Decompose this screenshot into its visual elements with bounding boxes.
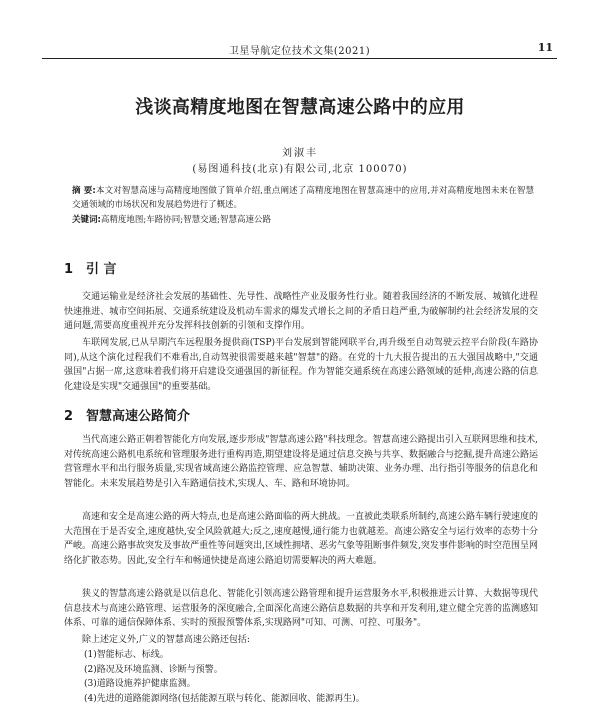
paragraph: 当代高速公路正朝着智能化方向发展,逐步形成"智慧高速公路"科技理念。智慧高速公路提出引入互联网思维和技术,对传统高速公路机电系统和管理服务进行重构再造,期望建设将是通过信息交换与共享、数据融合与挖掘,提升高速公路运营管理水平和出行服务质量,实现省域高速公路监控管理、应急智慧、辅助决策、业务办理、出行指引等服务的信息化和智能化。未来发展趋势是引入车路通信技术,实现人、车、路和环境协同。	[64, 435, 538, 489]
feature-list	[64, 648, 538, 706]
abstract	[72, 184, 534, 212]
keywords	[72, 213, 534, 227]
journal-title: 卫星导航定位技术文集(2021)	[228, 46, 371, 57]
section-number: 1	[64, 262, 74, 277]
affiliation: (易图通科技(北京)有限公司,北京 100070)	[192, 164, 408, 175]
page-number: 11	[537, 41, 553, 54]
abstract-text: 本文对智慧高速与高精度地图做了简单介绍,重点阐述了高精度地图在智慧高速中的应用,并对高精度地图未来在智慧交通领域的市场状况和发展趋势进行了概述。	[72, 186, 534, 210]
section-title: 引 言	[86, 262, 117, 277]
paragraph: 高速和安全是高速公路的两大特点,也是高速公路面临的两大挑战。一直被此类联系所制约,高速公路车辆行驶速度的大范围在于是否安全,速度越快,安全风险就越大;反之,速度越慢,通行能力也就越差。高速公路安全与运行效率的态势十分严峻。高速公路事故突发及事故严重性等问题突出,区域性拥堵、恶劣气象等阻断事件频发,突发事件影响的时空范围呈网络化扩散态势。因此,安全行车和畅通快捷是高速公路追切需要解决的两大难题。	[64, 512, 538, 566]
section-number: 2	[64, 409, 74, 424]
section-heading-1	[64, 258, 117, 277]
list-item: (2)路况及环境监测、诊断与预警。	[84, 664, 223, 675]
keywords-text: 高精度地图;车路协同;智慧交通;智慧高速公路	[100, 215, 271, 225]
paragraph: 除上述定义外,广义的智慧高速公路还包括:	[82, 635, 250, 645]
list-item: (1)智能标志、标线。	[84, 650, 169, 660]
section-heading-2	[64, 405, 190, 424]
running-header	[42, 40, 557, 59]
paragraph: 车联网发展,已从早期汽车远程服务提供商(TSP)平台发展到智能网联平台,再升级至自动驾驶云控平台阶段(车路协同),从这个演化过程我们不难看出,自动驾驶很需要越来越"智慧"的路。在党的十九大报告提出的五大强国战略中,"交通强国"占据一席,这意味着我们将开启建设交通强国的新征程。作为智能交通系统在高速公路领域的延伸,高速公路的信息化建设是实现"交通强国"的重要基础。	[64, 338, 538, 392]
list-item: (3)道路设施养护健康监测。	[84, 679, 196, 690]
paper-title: 浅谈高精度地图在智慧高速公路中的应用	[135, 97, 465, 118]
keywords-label: 关键词:	[72, 215, 101, 225]
section-title: 智慧高速公路简介	[86, 409, 191, 424]
abstract-label: 摘 要:	[72, 186, 96, 196]
list-item: (4)先进的道路能源网络(包括能源互联与转化、能源回收、能源再生)。	[84, 693, 365, 704]
paragraph: 狭义的智慧高速公路就是以信息化、智能化引领高速公路管理和提升运营服务水平,积极推进云计算、大数据等现代信息技术与高速公路管理、运营服务的深度融合,全面深化高速公路信息数据的共享和开发利用,建立健全完善的监测感知体系、可靠的通信保障体系、实时的预报预警体系,实现路网"可知、可测、可控、可服务"。	[64, 589, 538, 629]
author: 刘淑丰	[282, 148, 318, 159]
paragraph: 交通运输业是经济社会发展的基础性、先导性、战略性产业及服务性行业。随着我国经济的不断发展、城镇化进程快速推进、城市空间拓展、交通系统建设及机动车需求的爆发式增长之间的矛盾日趋严重,为破解制约社会经济发展的交通问题,需要高度重视并充分发挥科技创新的引领和支撑作用。	[64, 292, 538, 332]
